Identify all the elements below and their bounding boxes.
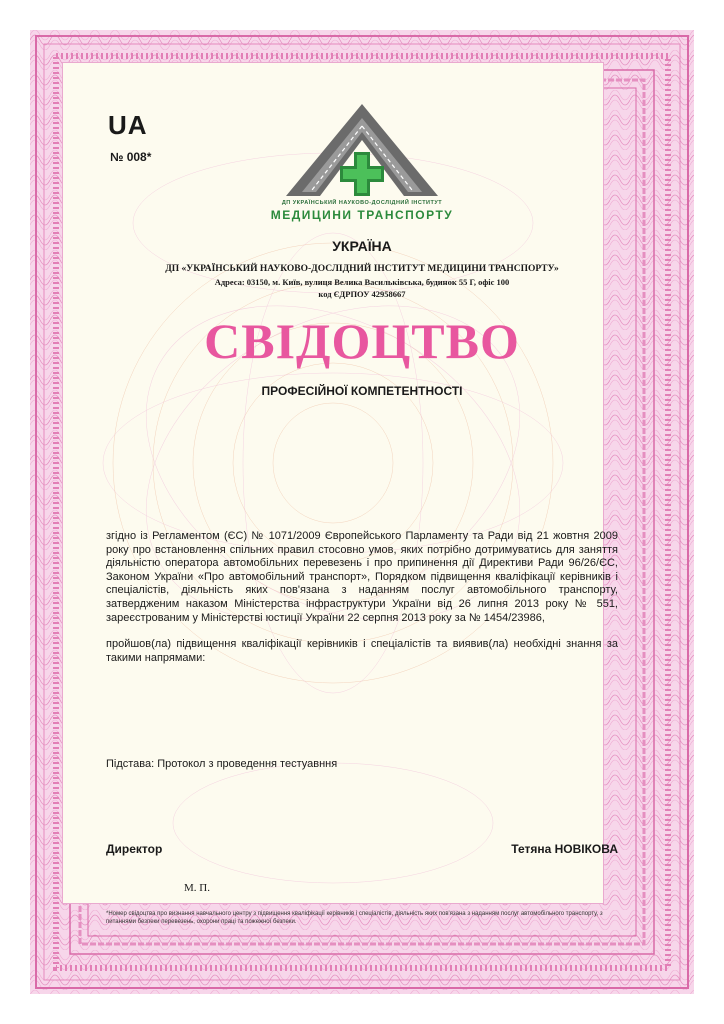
director-name: Тетяна НОВІКОВА — [511, 842, 618, 856]
logo-caption — [242, 200, 482, 222]
certificate-content — [92, 92, 632, 932]
certificate-body — [106, 530, 618, 678]
country-code: UA — [108, 110, 148, 140]
logo-subtitle: ДП УКРАЇНСЬКИЙ НАУКОВО-ДОСЛІДНИЙ ІНСТИТУТ — [281, 200, 443, 206]
country-heading: УКРАЇНА — [332, 238, 392, 254]
basis-line: Підстава: Протокол з проведення тестуавння — [106, 758, 338, 770]
organization-address: Адреса: 03150, м. Київ, вулиця Велика Васильківська, будинок 55 Г, офіс 100 — [214, 277, 510, 287]
certificate-number: № 008* — [110, 150, 152, 164]
qualification-paragraph: пройшов(ла) підвищення кваліфікації керівників і спеціалістів та виявив(ла) необхідні знання за такими напрямами: — [106, 638, 618, 664]
certificate-title: СВІДОЦТВО — [204, 313, 520, 369]
regulation-paragraph: згідно із Регламентом (ЄС) № 1071/2009 Європейського Парламенту та Ради від 21 жовтня 2009 року про встановлення спільних правил стосовно умов, яких потрібно дотримуватись для заняття діяльністю оператора автомобільних перевезень і про припинення дії Директиви Ради 96/26/ЄС, Законом України «Про автомобільний транспорт», Порядком підвищення кваліфікації керівників і спеціалістів, діяльність яких пов'язана з наданням послуг автомобільного транспорту, затвердженим наказом Міністерства інфраструктури України від 26 липня 2013 року № 551, зареєстрованим у Міністерстві юстиції України 22 серпня 2013 року за № 1454/23986, — [106, 530, 618, 624]
organization-name: ДП «УКРАЇНСЬКИЙ НАУКОВО-ДОСЛІДНИЙ ІНСТИТУТ МЕДИЦИНИ ТРАНСПОРТУ» — [165, 264, 559, 274]
organization-code: код ЄДРПОУ 42958667 — [318, 289, 406, 299]
logo-title: МЕДИЦИНИ ТРАНСПОРТУ — [270, 208, 454, 222]
director-label: Директор — [106, 842, 163, 856]
certificate-subtitle: ПРОФЕСІЙНОЇ КОМПЕТЕНТНОСТІ — [261, 384, 463, 398]
stamp-place: М. П. — [184, 882, 210, 894]
footnote: *Номер свідоцтва про визнання навчального центру з підвищення кваліфікації керівників і спеціалістів, діяльність яких пов'язана з наданням послуг автомобільного транспорту, з питаннями безпеки перевезень, охорони праці та пожежної безпеки. — [106, 911, 603, 925]
